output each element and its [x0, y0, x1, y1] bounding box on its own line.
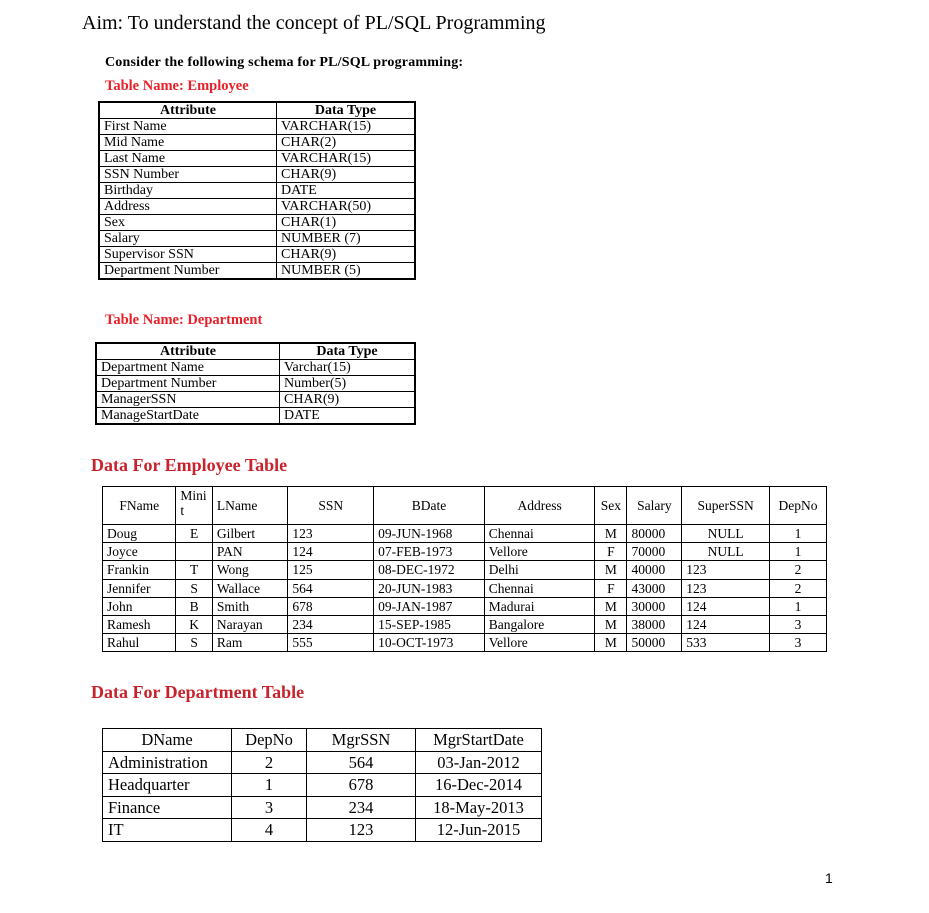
- cell-lname: Smith: [212, 597, 287, 615]
- table-row: [103, 561, 827, 579]
- table-row: [96, 376, 415, 392]
- table-row: [99, 167, 415, 183]
- table-row: [99, 151, 415, 167]
- cell-minit: E: [176, 525, 212, 543]
- cell-lname: Wong: [212, 561, 287, 579]
- cell-dname: IT: [103, 819, 232, 842]
- cell-mgrssn: 234: [307, 796, 416, 819]
- cell-attribute: Sex: [99, 215, 277, 231]
- cell-lname: Narayan: [212, 616, 287, 634]
- cell-attribute: ManagerSSN: [96, 392, 280, 408]
- schema-header-datatype: Data Type: [280, 343, 416, 360]
- cell-fname: Joyce: [103, 543, 176, 561]
- cell-salary: 70000: [627, 543, 682, 561]
- table-row: [103, 819, 542, 842]
- cell-bdate: 07-FEB-1973: [374, 543, 485, 561]
- cell-attribute: Supervisor SSN: [99, 247, 277, 263]
- cell-depno: 1: [232, 774, 307, 797]
- cell-ssn: 123: [288, 525, 374, 543]
- cell-depno: 3: [770, 616, 827, 634]
- cell-fname: Jennifer: [103, 579, 176, 597]
- cell-fname: Rahul: [103, 634, 176, 652]
- cell-depno: 2: [232, 751, 307, 774]
- table-row: [96, 392, 415, 408]
- table-row: [103, 616, 827, 634]
- cell-salary: 30000: [627, 597, 682, 615]
- schema-header-attribute: Attribute: [99, 102, 277, 119]
- cell-sex: M: [595, 525, 627, 543]
- cell-sex: M: [595, 616, 627, 634]
- employee-data-table: [102, 486, 827, 652]
- cell-address: Vellore: [484, 634, 595, 652]
- cell-address: Vellore: [484, 543, 595, 561]
- cell-attribute: Department Number: [99, 263, 277, 280]
- cell-attribute: First Name: [99, 119, 277, 135]
- cell-attribute: Last Name: [99, 151, 277, 167]
- cell-lname: Gilbert: [212, 525, 287, 543]
- cell-address: Chennai: [484, 579, 595, 597]
- col-header-lname: LName: [212, 487, 287, 525]
- cell-sex: F: [595, 543, 627, 561]
- col-header-dname: DName: [103, 729, 232, 752]
- cell-attribute: Salary: [99, 231, 277, 247]
- cell-dname: Administration: [103, 751, 232, 774]
- department-schema-label: Table Name: Department: [105, 312, 263, 328]
- cell-ssn: 678: [288, 597, 374, 615]
- cell-minit: S: [176, 634, 212, 652]
- cell-fname: John: [103, 597, 176, 615]
- cell-mgrstartdate: 16-Dec-2014: [416, 774, 542, 797]
- table-row: [99, 119, 415, 135]
- table-row: [99, 183, 415, 199]
- cell-depno: 1: [770, 597, 827, 615]
- cell-minit: S: [176, 579, 212, 597]
- employee-schema-label: Table Name: Employee: [105, 78, 249, 94]
- cell-mgrssn: 564: [307, 751, 416, 774]
- cell-datatype: CHAR(2): [277, 135, 416, 151]
- table-row: [99, 199, 415, 215]
- cell-fname: Ramesh: [103, 616, 176, 634]
- cell-sex: M: [595, 597, 627, 615]
- cell-ssn: 124: [288, 543, 374, 561]
- cell-attribute: Department Number: [96, 376, 280, 392]
- cell-address: Delhi: [484, 561, 595, 579]
- cell-superssn: NULL: [682, 543, 770, 561]
- table-row: [96, 360, 415, 376]
- cell-minit: K: [176, 616, 212, 634]
- cell-attribute: Birthday: [99, 183, 277, 199]
- cell-bdate: 20-JUN-1983: [374, 579, 485, 597]
- cell-attribute: SSN Number: [99, 167, 277, 183]
- cell-ssn: 234: [288, 616, 374, 634]
- cell-lname: PAN: [212, 543, 287, 561]
- cell-bdate: 09-JAN-1987: [374, 597, 485, 615]
- cell-salary: 43000: [627, 579, 682, 597]
- cell-fname: Frankin: [103, 561, 176, 579]
- cell-address: Bangalore: [484, 616, 595, 634]
- col-header-depno: DepNo: [232, 729, 307, 752]
- table-row: [103, 796, 542, 819]
- department-schema-table: [95, 342, 416, 425]
- col-header-minit: Mini t: [176, 487, 212, 525]
- schema-intro: Consider the following schema for PL/SQL programming:: [105, 55, 464, 70]
- cell-salary: 50000: [627, 634, 682, 652]
- department-data-table: [102, 728, 542, 842]
- employee-schema-table: [98, 101, 416, 280]
- cell-datatype: Number(5): [280, 376, 416, 392]
- cell-depno: 2: [770, 579, 827, 597]
- cell-ssn: 125: [288, 561, 374, 579]
- table-row: [99, 135, 415, 151]
- cell-datatype: VARCHAR(15): [277, 119, 416, 135]
- table-row: [96, 408, 415, 425]
- cell-datatype: CHAR(9): [277, 167, 416, 183]
- cell-salary: 80000: [627, 525, 682, 543]
- col-header-superssn: SuperSSN: [682, 487, 770, 525]
- cell-superssn: 123: [682, 561, 770, 579]
- col-header-depno: DepNo: [770, 487, 827, 525]
- cell-mgrssn: 678: [307, 774, 416, 797]
- cell-bdate: 09-JUN-1968: [374, 525, 485, 543]
- cell-sex: M: [595, 634, 627, 652]
- cell-address: Chennai: [484, 525, 595, 543]
- cell-sex: F: [595, 579, 627, 597]
- cell-depno: 2: [770, 561, 827, 579]
- col-header-mgrssn: MgrSSN: [307, 729, 416, 752]
- cell-datatype: NUMBER (5): [277, 263, 416, 280]
- page-title: Aim: To understand the concept of PL/SQL Programming: [82, 12, 546, 34]
- table-row: [103, 774, 542, 797]
- cell-mgrstartdate: 03-Jan-2012: [416, 751, 542, 774]
- col-header-salary: Salary: [627, 487, 682, 525]
- cell-fname: Doug: [103, 525, 176, 543]
- table-row: [99, 231, 415, 247]
- table-row: [99, 215, 415, 231]
- cell-attribute: Department Name: [96, 360, 280, 376]
- col-header-mgrstartdate: MgrStartDate: [416, 729, 542, 752]
- cell-ssn: 555: [288, 634, 374, 652]
- cell-datatype: NUMBER (7): [277, 231, 416, 247]
- department-data-heading: Data For Department Table: [91, 682, 305, 702]
- page-number: 1: [825, 870, 833, 886]
- table-row: [103, 579, 827, 597]
- cell-sex: M: [595, 561, 627, 579]
- cell-dname: Finance: [103, 796, 232, 819]
- cell-superssn: 124: [682, 597, 770, 615]
- cell-minit: B: [176, 597, 212, 615]
- cell-attribute: Address: [99, 199, 277, 215]
- cell-mgrstartdate: 18-May-2013: [416, 796, 542, 819]
- cell-datatype: CHAR(1): [277, 215, 416, 231]
- table-row: [103, 597, 827, 615]
- cell-mgrssn: 123: [307, 819, 416, 842]
- schema-header-datatype: Data Type: [277, 102, 416, 119]
- table-row: [103, 543, 827, 561]
- cell-minit: [176, 543, 212, 561]
- table-row: [103, 751, 542, 774]
- cell-dname: Headquarter: [103, 774, 232, 797]
- cell-datatype: CHAR(9): [277, 247, 416, 263]
- cell-datatype: CHAR(9): [280, 392, 416, 408]
- col-header-sex: Sex: [595, 487, 627, 525]
- table-row: [103, 634, 827, 652]
- schema-header-attribute: Attribute: [96, 343, 280, 360]
- cell-depno: 3: [232, 796, 307, 819]
- cell-depno: 4: [232, 819, 307, 842]
- cell-datatype: Varchar(15): [280, 360, 416, 376]
- col-header-bdate: BDate: [374, 487, 485, 525]
- cell-bdate: 10-OCT-1973: [374, 634, 485, 652]
- cell-datatype: VARCHAR(15): [277, 151, 416, 167]
- cell-attribute: ManageStartDate: [96, 408, 280, 425]
- cell-attribute: Mid Name: [99, 135, 277, 151]
- cell-mgrstartdate: 12-Jun-2015: [416, 819, 542, 842]
- cell-salary: 38000: [627, 616, 682, 634]
- col-header-address: Address: [484, 487, 595, 525]
- cell-depno: 1: [770, 525, 827, 543]
- cell-datatype: DATE: [280, 408, 416, 425]
- col-header-fname: FName: [103, 487, 176, 525]
- cell-lname: Ram: [212, 634, 287, 652]
- cell-salary: 40000: [627, 561, 682, 579]
- cell-superssn: 124: [682, 616, 770, 634]
- cell-superssn: 123: [682, 579, 770, 597]
- table-row: [99, 247, 415, 263]
- cell-address: Madurai: [484, 597, 595, 615]
- cell-bdate: 15-SEP-1985: [374, 616, 485, 634]
- cell-depno: 3: [770, 634, 827, 652]
- cell-datatype: DATE: [277, 183, 416, 199]
- cell-datatype: VARCHAR(50): [277, 199, 416, 215]
- cell-ssn: 564: [288, 579, 374, 597]
- cell-superssn: NULL: [682, 525, 770, 543]
- cell-bdate: 08-DEC-1972: [374, 561, 485, 579]
- table-row: [103, 525, 827, 543]
- employee-data-heading: Data For Employee Table: [91, 455, 288, 475]
- table-row: [99, 263, 415, 280]
- col-header-ssn: SSN: [288, 487, 374, 525]
- cell-superssn: 533: [682, 634, 770, 652]
- cell-minit: T: [176, 561, 212, 579]
- cell-depno: 1: [770, 543, 827, 561]
- cell-lname: Wallace: [212, 579, 287, 597]
